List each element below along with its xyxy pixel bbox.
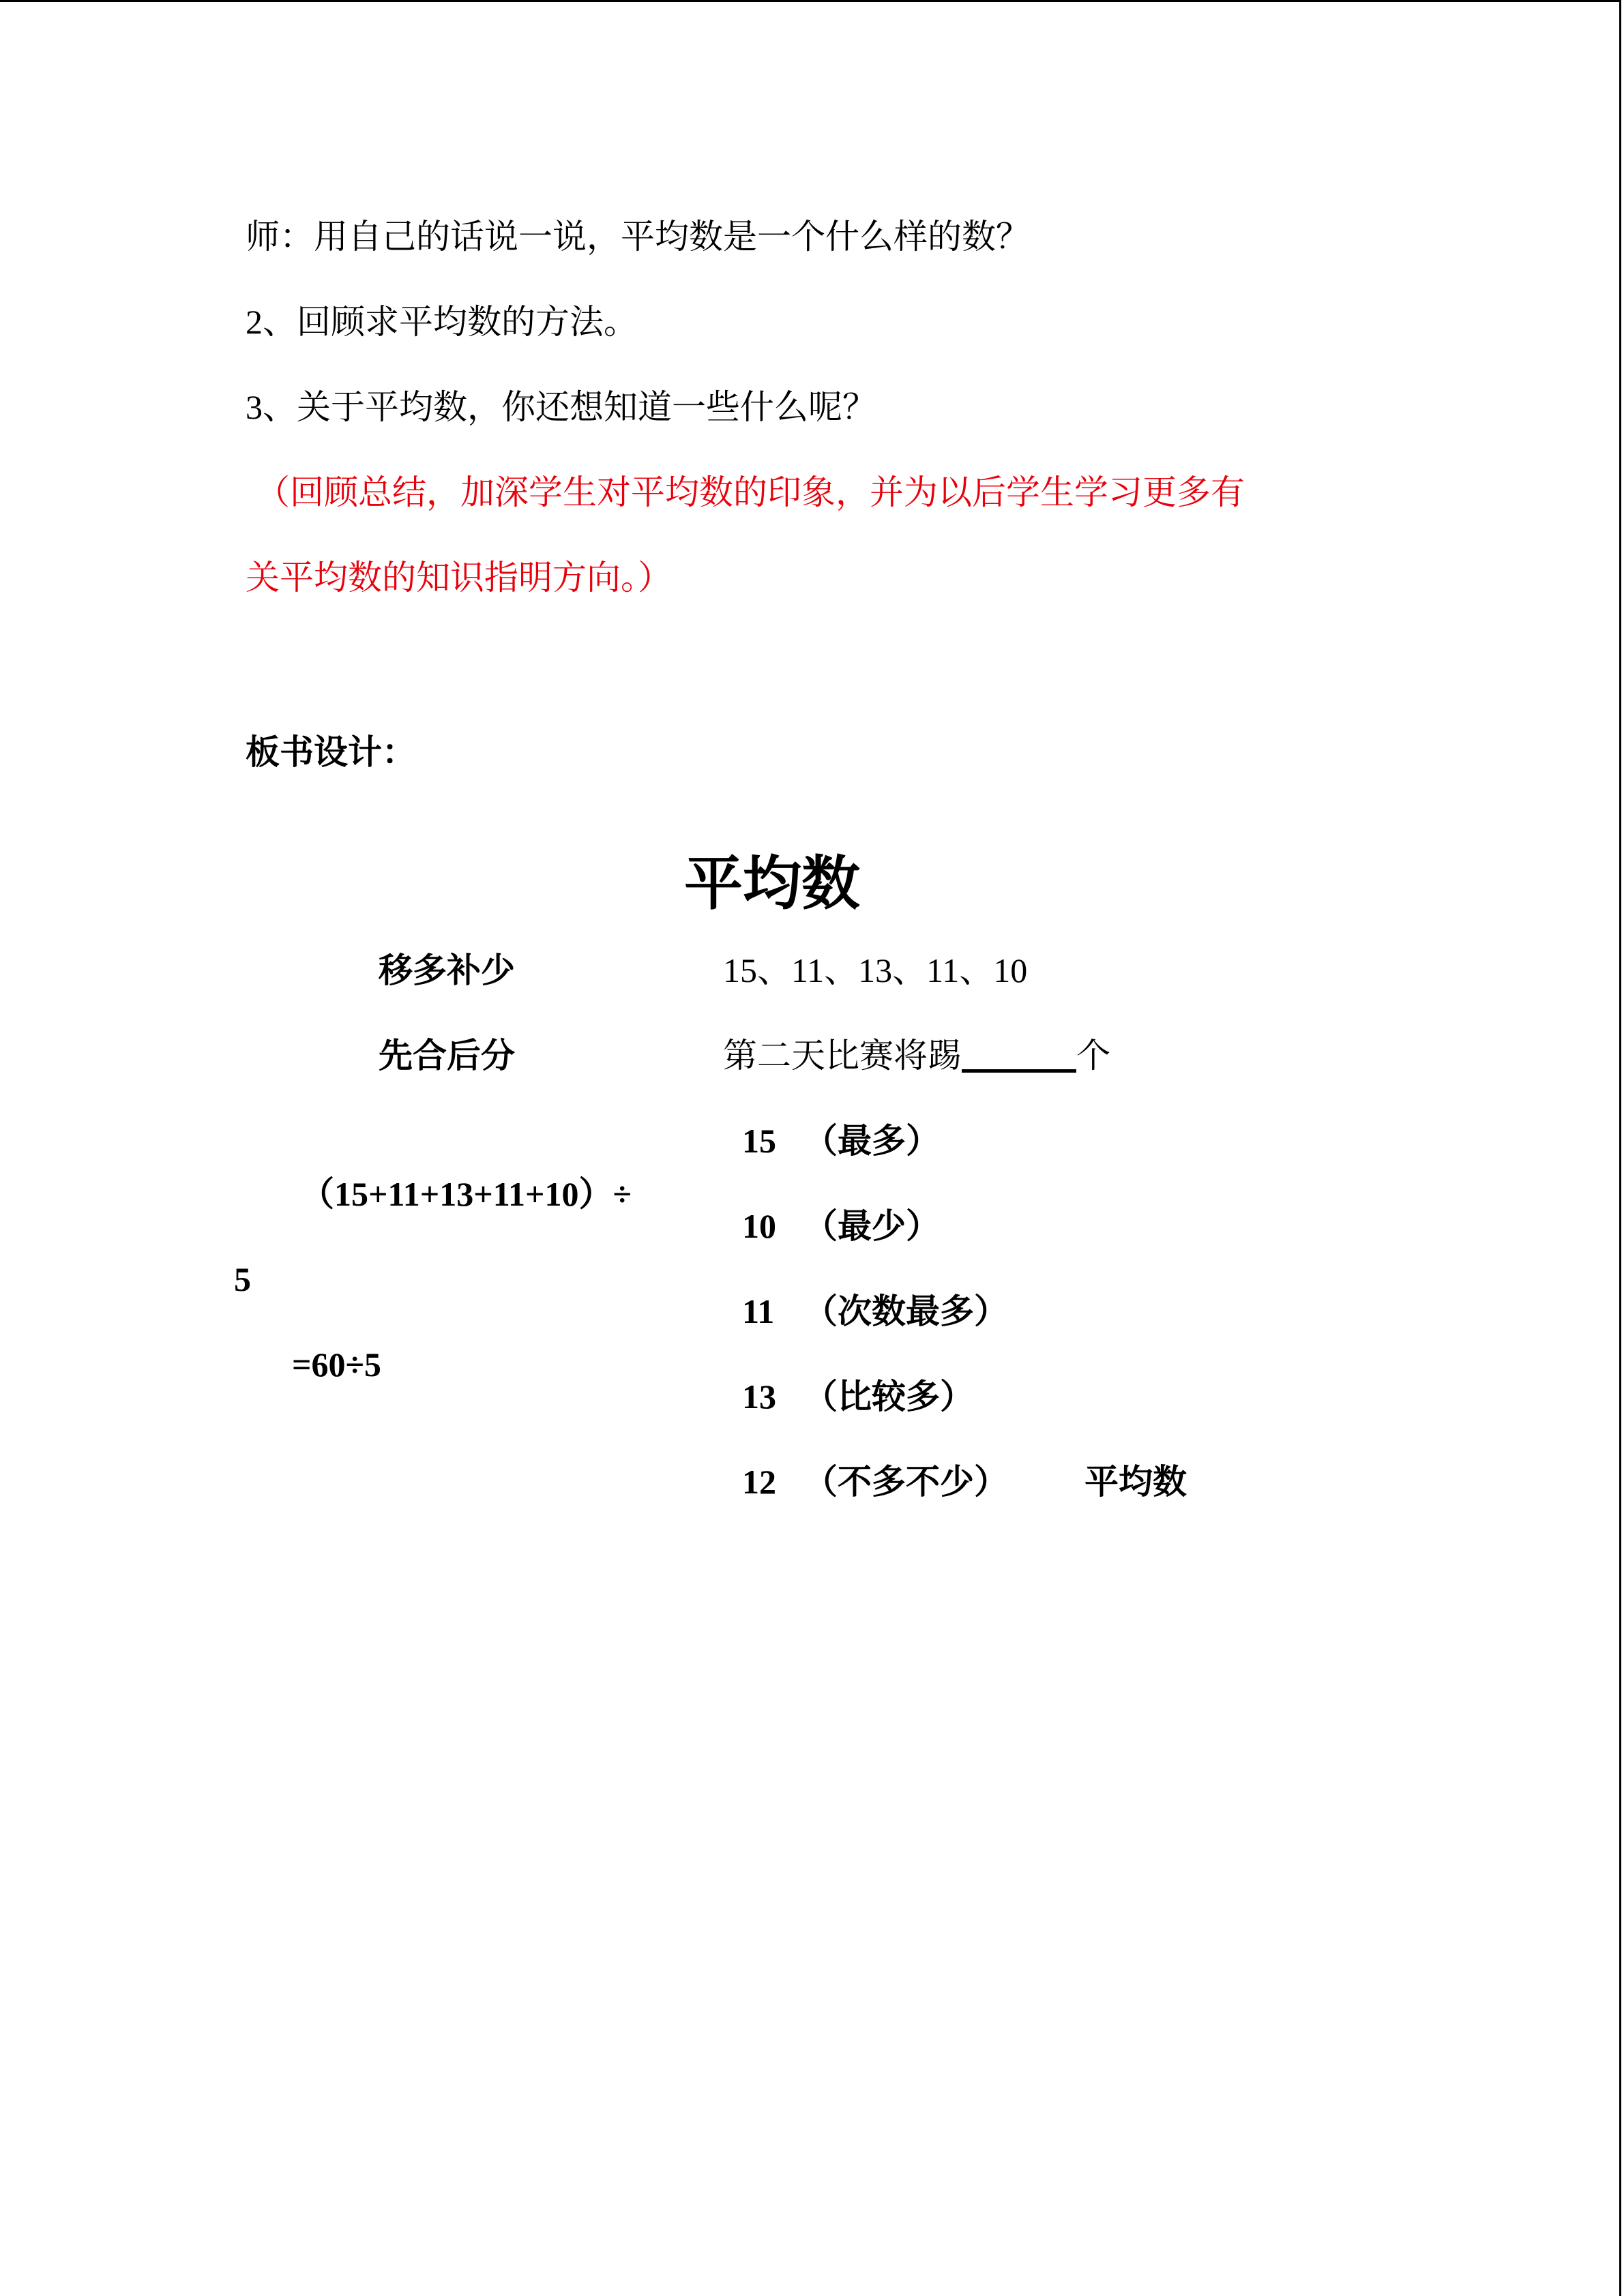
value-12-note: （不多不少） bbox=[803, 1463, 1008, 1501]
board-title: 平均数 bbox=[684, 851, 860, 916]
calc-line-2: 5 bbox=[234, 1260, 251, 1298]
question-prefix: 第二天比赛将踢 bbox=[723, 1037, 962, 1075]
design-note-line-2: 关平均数的知识指明方向。） bbox=[246, 558, 672, 597]
value-11-note: （次数最多） bbox=[803, 1292, 1008, 1330]
value-13: 13 bbox=[742, 1377, 776, 1416]
value-12: 12 bbox=[742, 1463, 776, 1501]
question-suffix: 个 bbox=[1076, 1037, 1110, 1075]
calc-line-1: （15+11+13+11+10）÷ bbox=[300, 1175, 632, 1213]
value-15-note: （最多） bbox=[803, 1122, 940, 1160]
value-11: 11 bbox=[742, 1292, 775, 1330]
value-10-note: （最少） bbox=[803, 1207, 940, 1245]
method-combine-split: 先合后分 bbox=[379, 1037, 515, 1075]
review-item-2: 2、回顾求平均数的方法。 bbox=[246, 303, 638, 341]
review-item-3: 3、关于平均数，你还想知道一些什么呢？ bbox=[246, 388, 876, 426]
data-series: 15、11、13、11、10 bbox=[723, 951, 1028, 989]
value-15: 15 bbox=[742, 1122, 776, 1160]
board-design-heading: 板书设计： bbox=[246, 733, 416, 771]
method-move-fill: 移多补少 bbox=[379, 951, 515, 989]
teacher-question: 师：用自己的话说一说，平均数是一个什么样的数？ bbox=[246, 218, 1030, 256]
average-label: 平均数 bbox=[1084, 1463, 1187, 1501]
value-13-note: （比较多） bbox=[803, 1377, 974, 1416]
answer-blank bbox=[962, 1039, 1076, 1073]
design-note-line-1: （回顾总结，加深学生对平均数的印象，并为以后学生学习更多有 bbox=[256, 473, 1245, 511]
competition-question bbox=[723, 1039, 1110, 1073]
calc-line-3: =60÷5 bbox=[292, 1345, 381, 1384]
value-10: 10 bbox=[742, 1207, 776, 1245]
